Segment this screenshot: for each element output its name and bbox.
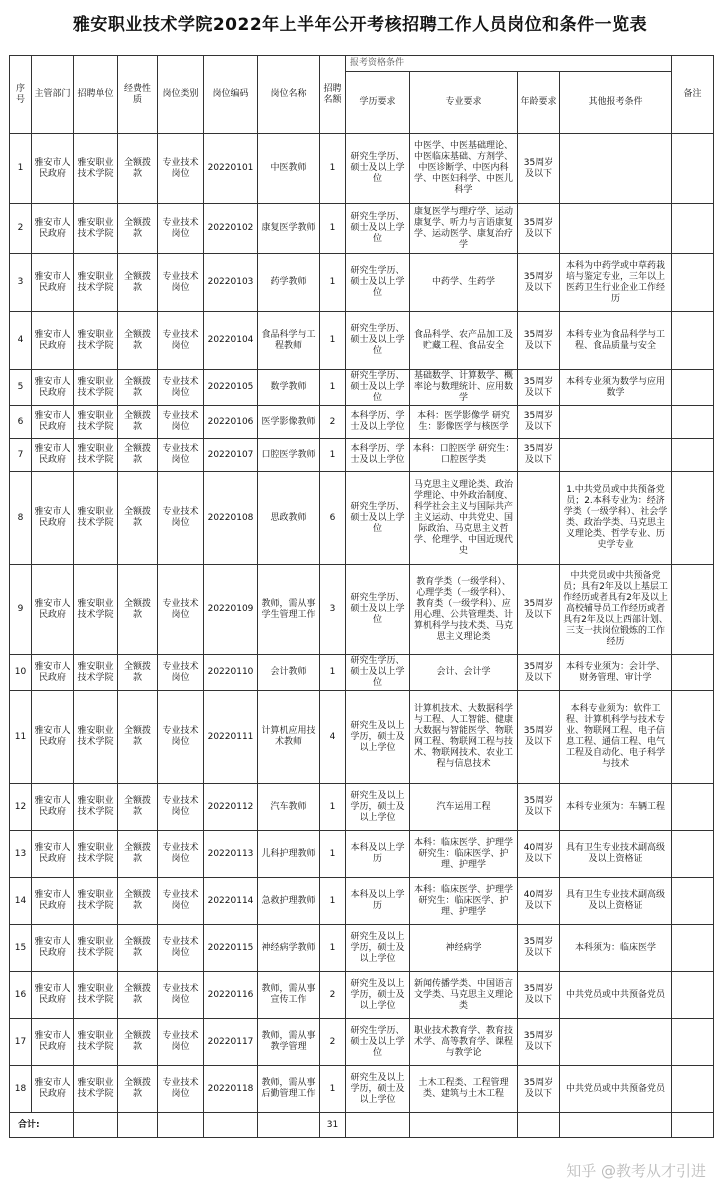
cell-major: 教育学类（一级学科）、心理学类（一级学科）、教育类（一级学科）、应用心理、公共管理类、计算机科学与技术类、马克思主义理论类 [410,565,518,655]
cell-age: 35周岁及以下 [518,691,560,784]
cell-age: 35周岁及以下 [518,784,560,831]
cell-code: 20220103 [204,254,258,312]
cell-dept: 雅安市人民政府 [32,831,74,878]
cell-age: 35周岁及以下 [518,565,560,655]
cell-code: 20220101 [204,134,258,204]
cell-code: 20220107 [204,439,258,472]
cell-code: 20220116 [204,972,258,1019]
cell-count: 1 [320,784,346,831]
cell-seq: 4 [10,312,32,370]
cell-other: 具有卫生专业技术副高级及以上资格证 [560,878,672,925]
cell-name: 思政教师 [258,472,320,565]
cell-edu: 本科及以上学历 [346,878,410,925]
cell-count: 2 [320,1019,346,1066]
table-row [10,1019,714,1066]
cell-major: 本科：医学影像学 研究生：影像医学与核医学 [410,406,518,439]
cell-name: 口腔医学教师 [258,439,320,472]
cell-seq: 12 [10,784,32,831]
cell-name: 医学影像教师 [258,406,320,439]
cell-funding: 全额拨款 [118,204,158,254]
cell-other: 本科专业为食品科学与工程、食品质量与安全 [560,312,672,370]
cell-count: 2 [320,406,346,439]
cell-major: 计算机技术、大数据科学与工程、人工智能、健康大数据与智能医学、物联网工程、物联网工程与技术、物联网技术、农业工程与信息技术 [410,691,518,784]
cell-unit: 雅安职业技术学院 [74,204,118,254]
cell-major: 汽车运用工程 [410,784,518,831]
cell-funding: 全额拨款 [118,406,158,439]
cell-category: 专业技术岗位 [158,691,204,784]
cell-unit: 雅安职业技术学院 [74,406,118,439]
cell-dept: 雅安市人民政府 [32,370,74,406]
cell-unit: 雅安职业技术学院 [74,254,118,312]
cell-major: 土木工程类、工程管理类、建筑与土木工程 [410,1066,518,1113]
table-row [10,831,714,878]
cell-code: 20220104 [204,312,258,370]
cell-seq: 1 [10,134,32,204]
cell-other [560,204,672,254]
header-count: 招聘名额 [320,56,346,134]
table-row [10,565,714,655]
cell-dept: 雅安市人民政府 [32,925,74,972]
cell-age: 35周岁及以下 [518,204,560,254]
cell-name: 教师，需从事后勤管理工作 [258,1066,320,1113]
total-empty [258,1113,320,1138]
cell-category: 专业技术岗位 [158,1019,204,1066]
cell-dept: 雅安市人民政府 [32,565,74,655]
cell-category: 专业技术岗位 [158,134,204,204]
cell-other: 本科为中药学或中草药栽培与鉴定专业，三年以上医药卫生行业企业工作经历 [560,254,672,312]
cell-other [560,406,672,439]
cell-code: 20220106 [204,406,258,439]
cell-other: 具有卫生专业技术副高级及以上资格证 [560,831,672,878]
cell-remark [672,439,714,472]
cell-count: 4 [320,691,346,784]
cell-dept: 雅安市人民政府 [32,134,74,204]
cell-unit: 雅安职业技术学院 [74,691,118,784]
cell-edu: 研究生学历、硕士及以上学位 [346,312,410,370]
header-age: 年龄要求 [518,72,560,134]
cell-unit: 雅安职业技术学院 [74,878,118,925]
table-row [10,204,714,254]
table-row [10,878,714,925]
cell-other: 本科专业须为：软件工程、计算机科学与技术专业、物联网工程、电子信息工程、通信工程、电气工程及自动化、电子科学与技术 [560,691,672,784]
cell-name: 数学教师 [258,370,320,406]
cell-seq: 17 [10,1019,32,1066]
cell-remark [672,406,714,439]
cell-major: 本科：临床医学、护理学 研究生：临床医学、护理、护理学 [410,831,518,878]
cell-name: 汽车教师 [258,784,320,831]
cell-age [518,472,560,565]
cell-edu: 研究生及以上学历，硕士及以上学位 [346,1066,410,1113]
total-empty [560,1113,672,1138]
cell-code: 20220102 [204,204,258,254]
table-row [10,655,714,691]
cell-name: 计算机应用技术教师 [258,691,320,784]
cell-funding: 全额拨款 [118,831,158,878]
cell-major: 康复医学与理疗学、运动康复学、听力与言语康复学、运动医学、康复治疗学 [410,204,518,254]
cell-remark [672,204,714,254]
total-empty [672,1113,714,1138]
cell-remark [672,784,714,831]
cell-remark [672,691,714,784]
cell-seq: 16 [10,972,32,1019]
cell-edu: 研究生学历、硕士及以上学位 [346,1019,410,1066]
cell-other: 中共党员或中共预备党员；具有2年及以上基层工作经历或者具有2年及以上高校辅导员工作经历或者具有2年及以上西部计划、三支一扶岗位锻炼的工作经历 [560,565,672,655]
cell-seq: 11 [10,691,32,784]
cell-dept: 雅安市人民政府 [32,1019,74,1066]
cell-age: 35周岁及以下 [518,134,560,204]
total-empty [118,1113,158,1138]
cell-funding: 全额拨款 [118,1066,158,1113]
cell-major: 新闻传播学类、中国语言文学类、马克思主义理论类 [410,972,518,1019]
cell-seq: 2 [10,204,32,254]
cell-funding: 全额拨款 [118,312,158,370]
cell-major: 职业技术教育学、教育技术学、高等教育学、课程与教学论 [410,1019,518,1066]
cell-unit: 雅安职业技术学院 [74,831,118,878]
table-row [10,370,714,406]
cell-category: 专业技术岗位 [158,472,204,565]
table-row [10,312,714,370]
cell-other [560,134,672,204]
cell-category: 专业技术岗位 [158,406,204,439]
cell-category: 专业技术岗位 [158,565,204,655]
cell-funding: 全额拨款 [118,655,158,691]
cell-seq: 8 [10,472,32,565]
cell-code: 20220105 [204,370,258,406]
cell-funding: 全额拨款 [118,439,158,472]
cell-age: 35周岁及以下 [518,312,560,370]
cell-edu: 研究生学历、硕士及以上学位 [346,655,410,691]
cell-dept: 雅安市人民政府 [32,312,74,370]
table-row [10,134,714,204]
cell-age: 35周岁及以下 [518,972,560,1019]
table-row [10,406,714,439]
header-conditions: 报考资格条件 [346,56,672,72]
cell-count: 1 [320,204,346,254]
cell-major: 食品科学、农产品加工及贮藏工程、食品安全 [410,312,518,370]
cell-edu: 研究生及以上学历，硕士及以上学位 [346,925,410,972]
cell-dept: 雅安市人民政府 [32,878,74,925]
cell-major: 本科：口腔医学 研究生：口腔医学类 [410,439,518,472]
table-row [10,439,714,472]
cell-funding: 全额拨款 [118,784,158,831]
cell-other [560,439,672,472]
total-empty [410,1113,518,1138]
header-funding: 经费性质 [118,56,158,134]
cell-unit: 雅安职业技术学院 [74,925,118,972]
cell-name: 康复医学教师 [258,204,320,254]
cell-seq: 14 [10,878,32,925]
cell-other: 本科专业须为：会计学、财务管理、审计学 [560,655,672,691]
cell-age: 35周岁及以下 [518,406,560,439]
cell-funding: 全额拨款 [118,878,158,925]
cell-code: 20220118 [204,1066,258,1113]
cell-count: 2 [320,972,346,1019]
cell-name: 教师，需从事宣传工作 [258,972,320,1019]
cell-funding: 全额拨款 [118,1019,158,1066]
cell-other: 中共党员或中共预备党员 [560,1066,672,1113]
cell-remark [672,878,714,925]
cell-category: 专业技术岗位 [158,925,204,972]
cell-age: 40周岁及以下 [518,878,560,925]
total-label: 合计: [10,1113,74,1138]
cell-category: 专业技术岗位 [158,204,204,254]
cell-category: 专业技术岗位 [158,878,204,925]
cell-other: 1.中共党员或中共预备党员；2.本科专业为：经济学类（一级学科）、社会学类、政治学类、马克思主义理论类、哲学专业、历史学专业 [560,472,672,565]
watermark: 知乎 @教考从才引进 [566,1162,706,1180]
cell-major: 中药学、生药学 [410,254,518,312]
cell-code: 20220108 [204,472,258,565]
cell-dept: 雅安市人民政府 [32,655,74,691]
cell-category: 专业技术岗位 [158,312,204,370]
table-row [10,254,714,312]
table-row [10,691,714,784]
header-row-top [10,56,714,72]
cell-name: 急救护理教师 [258,878,320,925]
table-row [10,972,714,1019]
header-other: 其他报考条件 [560,72,672,134]
header-edu: 学历要求 [346,72,410,134]
cell-category: 专业技术岗位 [158,254,204,312]
header-major: 专业要求 [410,72,518,134]
cell-edu: 本科及以上学历 [346,831,410,878]
total-empty [518,1113,560,1138]
cell-edu: 本科学历、学士及以上学位 [346,439,410,472]
cell-dept: 雅安市人民政府 [32,691,74,784]
cell-count: 1 [320,925,346,972]
cell-count: 1 [320,370,346,406]
cell-unit: 雅安职业技术学院 [74,1066,118,1113]
cell-remark [672,1019,714,1066]
cell-major: 基础数学、计算数学、概率论与数理统计、应用数学 [410,370,518,406]
cell-funding: 全额拨款 [118,134,158,204]
cell-funding: 全额拨款 [118,472,158,565]
cell-code: 20220115 [204,925,258,972]
cell-category: 专业技术岗位 [158,784,204,831]
cell-unit: 雅安职业技术学院 [74,370,118,406]
cell-count: 1 [320,1066,346,1113]
cell-name: 教师，需从事学生管理工作 [258,565,320,655]
cell-remark [672,312,714,370]
cell-edu: 研究生及以上学历，硕士及以上学位 [346,784,410,831]
cell-seq: 15 [10,925,32,972]
header-category: 岗位类别 [158,56,204,134]
cell-unit: 雅安职业技术学院 [74,472,118,565]
cell-code: 20220113 [204,831,258,878]
header-dept: 主管部门 [32,56,74,134]
cell-unit: 雅安职业技术学院 [74,784,118,831]
cell-edu: 研究生学历、硕士及以上学位 [346,370,410,406]
cell-count: 3 [320,565,346,655]
cell-other: 本科须为：临床医学 [560,925,672,972]
cell-age: 35周岁及以下 [518,655,560,691]
cell-count: 6 [320,472,346,565]
cell-code: 20220110 [204,655,258,691]
cell-major: 中医学、中医基础理论、中医临床基础、方剂学、中医诊断学、中医内科学、中医妇科学、中医儿科学 [410,134,518,204]
cell-edu: 研究生及以上学历，硕士及以上学位 [346,972,410,1019]
cell-remark [672,655,714,691]
cell-major: 会计、会计学 [410,655,518,691]
cell-age: 35周岁及以下 [518,439,560,472]
cell-edu: 本科学历、学士及以上学位 [346,406,410,439]
cell-dept: 雅安市人民政府 [32,784,74,831]
cell-funding: 全额拨款 [118,370,158,406]
cell-code: 20220109 [204,565,258,655]
cell-other: 中共党员或中共预备党员 [560,972,672,1019]
cell-edu: 研究生及以上学历，硕士及以上学位 [346,691,410,784]
cell-category: 专业技术岗位 [158,655,204,691]
cell-dept: 雅安市人民政府 [32,254,74,312]
total-empty [158,1113,204,1138]
cell-unit: 雅安职业技术学院 [74,655,118,691]
total-empty [346,1113,410,1138]
cell-name: 神经病学教师 [258,925,320,972]
cell-seq: 6 [10,406,32,439]
cell-dept: 雅安市人民政府 [32,972,74,1019]
cell-name: 会计教师 [258,655,320,691]
cell-count: 1 [320,134,346,204]
cell-dept: 雅安市人民政府 [32,439,74,472]
cell-unit: 雅安职业技术学院 [74,972,118,1019]
cell-major: 马克思主义理论类、政治学理论、中外政治制度、科学社会主义与国际共产主义运动、中共党史、国际政治、马克思主义哲学、伦理学、中国近现代史 [410,472,518,565]
cell-age: 35周岁及以下 [518,254,560,312]
cell-category: 专业技术岗位 [158,831,204,878]
cell-edu: 研究生学历、硕士及以上学位 [346,472,410,565]
cell-funding: 全额拨款 [118,691,158,784]
cell-name: 中医教师 [258,134,320,204]
cell-count: 1 [320,831,346,878]
cell-age: 35周岁及以下 [518,1019,560,1066]
cell-code: 20220111 [204,691,258,784]
cell-dept: 雅安市人民政府 [32,1066,74,1113]
cell-name: 食品科学与工程教师 [258,312,320,370]
header-name: 岗位名称 [258,56,320,134]
cell-count: 1 [320,312,346,370]
cell-age: 35周岁及以下 [518,370,560,406]
cell-seq: 5 [10,370,32,406]
cell-unit: 雅安职业技术学院 [74,439,118,472]
cell-dept: 雅安市人民政府 [32,472,74,565]
cell-name: 儿科护理教师 [258,831,320,878]
table-row [10,1066,714,1113]
cell-seq: 13 [10,831,32,878]
cell-unit: 雅安职业技术学院 [74,1019,118,1066]
cell-age: 35周岁及以下 [518,925,560,972]
cell-remark [672,972,714,1019]
cell-dept: 雅安市人民政府 [32,406,74,439]
cell-category: 专业技术岗位 [158,1066,204,1113]
cell-unit: 雅安职业技术学院 [74,134,118,204]
table-row [10,784,714,831]
cell-remark [672,134,714,204]
cell-remark [672,1066,714,1113]
cell-age: 40周岁及以下 [518,831,560,878]
cell-category: 专业技术岗位 [158,972,204,1019]
header-unit: 招聘单位 [74,56,118,134]
cell-funding: 全额拨款 [118,925,158,972]
cell-other: 本科专业须为：车辆工程 [560,784,672,831]
cell-seq: 18 [10,1066,32,1113]
header-remark: 备注 [672,56,714,134]
cell-other: 本科专业须为数学与应用数学 [560,370,672,406]
total-row [10,1113,714,1138]
cell-funding: 全额拨款 [118,565,158,655]
table-row [10,925,714,972]
total-empty [204,1113,258,1138]
cell-category: 专业技术岗位 [158,439,204,472]
cell-edu: 研究生学历、硕士及以上学位 [346,204,410,254]
cell-seq: 3 [10,254,32,312]
total-count: 31 [320,1113,346,1138]
cell-code: 20220114 [204,878,258,925]
cell-major: 本科：临床医学、护理学 研究生：临床医学、护理、护理学 [410,878,518,925]
cell-name: 药学教师 [258,254,320,312]
cell-remark [672,370,714,406]
cell-remark [672,472,714,565]
cell-unit: 雅安职业技术学院 [74,312,118,370]
cell-remark [672,831,714,878]
cell-name: 教师，需从事教学管理 [258,1019,320,1066]
header-code: 岗位编码 [204,56,258,134]
total-empty [74,1113,118,1138]
cell-other [560,1019,672,1066]
cell-code: 20220117 [204,1019,258,1066]
cell-seq: 10 [10,655,32,691]
cell-count: 1 [320,655,346,691]
cell-edu: 研究生学历、硕士及以上学位 [346,565,410,655]
header-seq: 序号 [10,56,32,134]
cell-count: 1 [320,878,346,925]
cell-code: 20220112 [204,784,258,831]
cell-major: 神经病学 [410,925,518,972]
cell-seq: 9 [10,565,32,655]
cell-funding: 全额拨款 [118,254,158,312]
cell-remark [672,254,714,312]
cell-edu: 研究生学历、硕士及以上学位 [346,134,410,204]
cell-remark [672,565,714,655]
cell-remark [672,925,714,972]
table-body [10,134,714,1113]
document-title: 雅安职业技术学院2022年上半年公开考核招聘工作人员岗位和条件一览表 [72,15,648,35]
cell-category: 专业技术岗位 [158,370,204,406]
cell-funding: 全额拨款 [118,972,158,1019]
cell-seq: 7 [10,439,32,472]
cell-count: 1 [320,254,346,312]
cell-unit: 雅安职业技术学院 [74,565,118,655]
table-row [10,472,714,565]
recruitment-table [9,55,714,1138]
cell-dept: 雅安市人民政府 [32,204,74,254]
cell-count: 1 [320,439,346,472]
cell-age: 35周岁及以下 [518,1066,560,1113]
cell-edu: 研究生学历、硕士及以上学位 [346,254,410,312]
